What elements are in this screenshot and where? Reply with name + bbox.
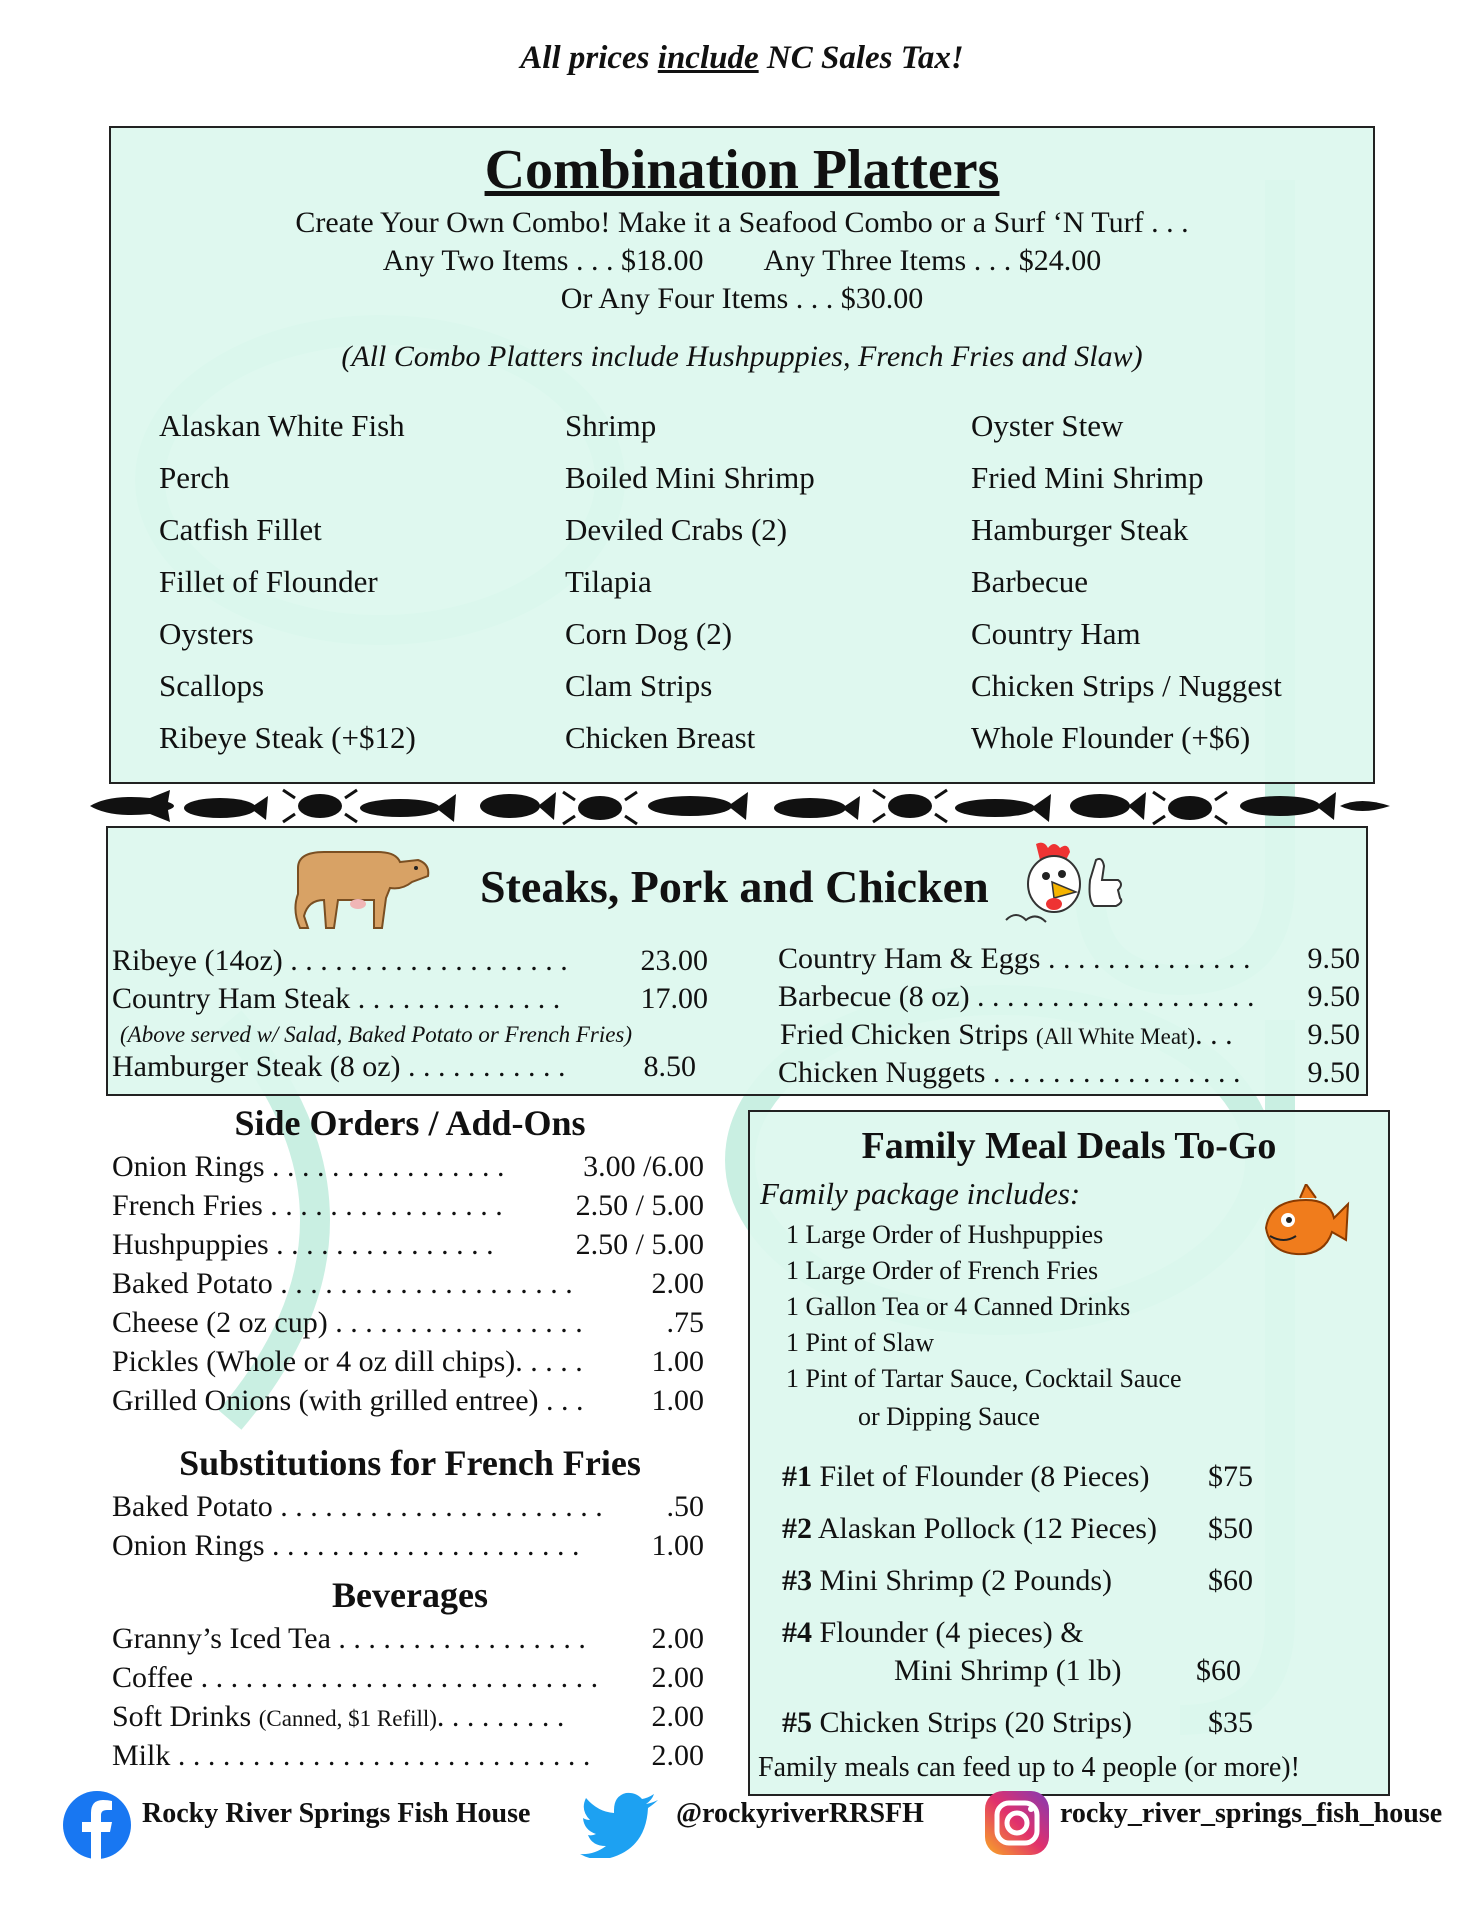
combo-title: Combination Platters [484,139,1000,201]
subs-title: Substitutions for French Fries [179,1443,641,1483]
family-deal-line2: Mini Shrimp (1 lb) [894,1654,1122,1687]
combo-item: Country Ham [971,616,1141,651]
combo-item: Oyster Stew [971,408,1124,443]
family-deal: #1 Filet of Flounder (8 Pieces) [782,1460,1150,1493]
family-deal-price: $75 [1208,1460,1253,1493]
facebook-icon[interactable] [62,1790,132,1860]
combo-item: Scallops [159,668,265,703]
family-include: 1 Large Order of French Fries [786,1256,1099,1285]
family-subtitle: Family package includes: [760,1176,1081,1211]
fish-border-icon [90,786,1390,826]
facebook-link[interactable]: Rocky River Springs Fish House [142,1798,531,1829]
family-deal: #3 Mini Shrimp (2 Pounds) [782,1564,1113,1597]
combo-intro: Create Your Own Combo! Make it a Seafood Combo or a Surf ‘N Turf . . . [295,206,1189,239]
family-deal-price: $50 [1208,1512,1253,1545]
menu-row: Baked Potato . . . . . . . . . . . . . . . . . . . . 2.00 [112,1267,704,1300]
menu-row: Onion Rings . . . . . . . . . . . . . . . . . . . . . 1.00 [112,1529,704,1562]
combo-item: Shrimp [565,408,657,443]
steaks-title: Steaks, Pork and Chicken [480,861,989,912]
combo-includes: (All Combo Platters include Hushpuppies, French Fries and Slaw) [341,340,1143,373]
instagram-icon[interactable] [984,1790,1050,1856]
family-deal-price: $60 [1196,1654,1241,1687]
family-title: Family Meal Deals To-Go [861,1125,1277,1167]
combo-item: Deviled Crabs (2) [565,512,788,547]
combo-item: Perch [159,460,230,495]
combo-item: Clam Strips [565,668,713,703]
family-deal: #2 Alaskan Pollock (12 Pieces) [782,1512,1157,1545]
steaks-note: (Above served w/ Salad, Baked Potato or French Fries) [120,1022,633,1047]
family-include: 1 Gallon Tea or 4 Canned Drinks [786,1292,1131,1321]
combo-item: Alaskan White Fish [159,408,405,443]
combo-item: Catfish Fillet [159,512,322,547]
family-deal: #4 Flounder (4 pieces) & [782,1616,1084,1649]
chicken-mascot-icon [996,840,1136,932]
twitter-link[interactable]: @rockyriverRRSFH [676,1798,924,1829]
menu-row: Baked Potato . . . . . . . . . . . . . . . . . . . . . . .50 [112,1490,704,1523]
menu-row: Soft Drinks (Canned, $1 Refill). . . . . . . . . 2.00 [112,1700,704,1733]
tax-notice: All prices include NC Sales Tax! [520,40,964,76]
family-include: 1 Pint of Slaw [786,1328,935,1357]
family-deal-price: $35 [1208,1706,1253,1739]
sides-title: Side Orders / Add-Ons [234,1103,586,1143]
instagram-link[interactable]: rocky_river_springs_fish_house [1060,1798,1443,1829]
menu-row: Pickles (Whole or 4 oz dill chips). . . . . 1.00 [112,1345,704,1378]
menu-row: Coffee . . . . . . . . . . . . . . . . . . . . . . . . . . . 2.00 [112,1661,704,1694]
menu-row: Grilled Onions (with grilled entree) . . . 1.00 [112,1384,704,1417]
combo-item: Chicken Breast [565,720,756,755]
family-panel [748,1110,1390,1796]
family-deal: #5 Chicken Strips (20 Strips) [782,1706,1132,1739]
family-footer: Family meals can feed up to 4 people (or more)! [758,1752,1300,1783]
combo-item: Oysters [159,616,254,651]
menu-row: Milk . . . . . . . . . . . . . . . . . . . . . . . . . . . . 2.00 [112,1739,704,1772]
combo-prices: Any Two Items . . . $18.00 Any Three Items . . . $24.00 [382,244,1102,277]
combo-item: Fillet of Flounder [159,564,378,599]
cow-icon [278,838,434,934]
menu-row: Onion Rings . . . . . . . . . . . . . . . . 3.00 /6.00 [112,1150,704,1183]
combo-item: Ribeye Steak (+$12) [159,720,416,755]
combo-panel [109,126,1375,784]
combo-item: Tilapia [565,564,652,599]
twitter-icon[interactable] [580,1792,660,1858]
family-deal-price: $60 [1208,1564,1253,1597]
combo-four-price: Or Any Four Items . . . $30.00 [560,282,924,315]
menu-row: Fried Chicken Strips (All White Meat). . . 9.50 [780,1018,1360,1051]
menu-row: Hushpuppies . . . . . . . . . . . . . . . 2.50 / 5.00 [112,1228,704,1261]
combo-item: Boiled Mini Shrimp [565,460,815,495]
menu-row: Granny’s Iced Tea . . . . . . . . . . . . . . . . . 2.00 [112,1622,704,1655]
combo-item: Whole Flounder (+$6) [971,720,1251,755]
combo-item: Chicken Strips / Nuggest [971,668,1282,703]
combo-item: Hamburger Steak [971,512,1189,547]
menu-row: Cheese (2 oz cup) . . . . . . . . . . . . . . . . . .75 [112,1306,704,1339]
family-include: or Dipping Sauce [858,1402,1040,1431]
family-include: 1 Pint of Tartar Sauce, Cocktail Sauce [786,1364,1182,1393]
combo-item: Barbecue [971,564,1089,599]
combo-item: Fried Mini Shrimp [971,460,1204,495]
orange-fish-icon [1260,1184,1350,1270]
combo-item: Corn Dog (2) [565,616,733,651]
menu-row: French Fries . . . . . . . . . . . . . . . . 2.50 / 5.00 [112,1189,704,1222]
beverages-title: Beverages [332,1575,488,1615]
family-include: 1 Large Order of Hushpuppies [786,1220,1104,1249]
